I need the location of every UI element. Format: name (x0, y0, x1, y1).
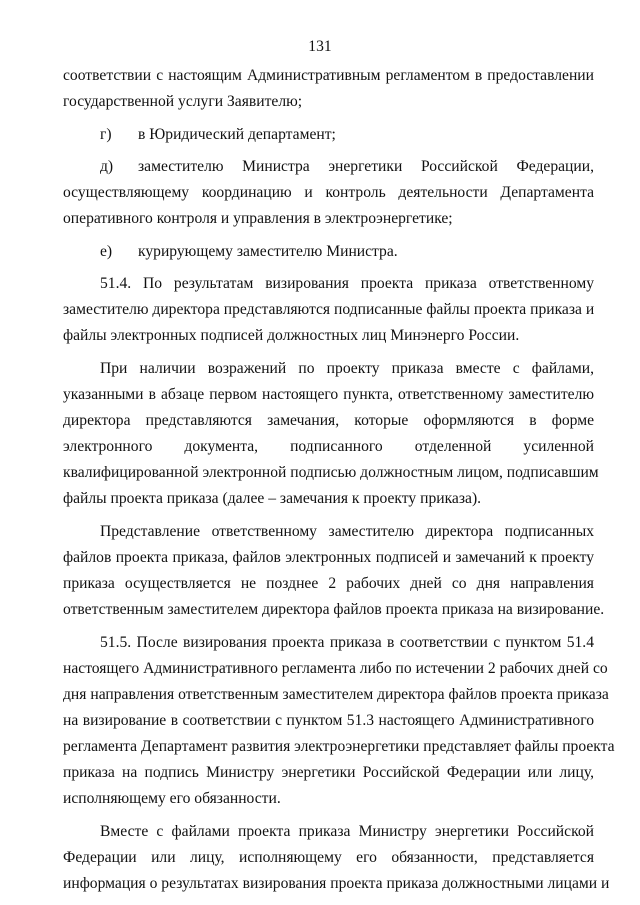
line-text: исполняющему его обязанности. (63, 790, 281, 807)
list-item-line (63, 239, 594, 265)
text-line (63, 734, 615, 760)
line-text: дня направления ответственным заместителем директора файлов проекта приказа (63, 686, 609, 703)
list-item-text: в Юридический департамент; (138, 126, 336, 143)
line-text: Вместе с файлами проекта приказа Министру энергетики Российской (100, 823, 594, 840)
line-text: файлов проекта приказа, файлов электронных подписей и замечаний к проекту (63, 549, 594, 566)
line-text: осуществляющему координацию и контроль деятельности Департамента (63, 184, 594, 201)
line-text: настоящего Административного регламента либо по истечении 2 рабочих дней со (63, 660, 608, 677)
text-line (63, 708, 594, 734)
list-marker: г) (100, 126, 112, 143)
text-line (63, 597, 605, 623)
text-line (63, 180, 594, 206)
line-text: 51.4. По результатам визирования проекта приказа ответственному (100, 275, 594, 292)
text-line (63, 486, 594, 512)
text-line (63, 519, 594, 545)
line-text: директора представляются замечания, которые оформляются в форме (63, 412, 594, 429)
text-line (63, 682, 609, 708)
line-text: указанными в абзаце первом настоящего пункта, ответственному заместителю (63, 386, 594, 403)
line-text: приказа на подпись Министру энергетики Российской Федерации или лицу, (63, 764, 594, 781)
line-text: заместителю директора представляются подписанные файлы проекта приказа и (63, 301, 595, 318)
list-item-text: заместителю Министра энергетики Российской Федерации, (138, 158, 594, 175)
list-item-line (63, 122, 594, 148)
line-text: соответствии с настоящим Административным регламентом в предоставлении (63, 67, 594, 84)
line-text: Федерации или лицу, исполняющему его обязанности, представляется (63, 849, 594, 866)
text-line (63, 356, 594, 382)
page-number: 131 (308, 38, 332, 55)
text-line (63, 63, 594, 89)
line-text: файлы электронных подписей должностных лиц Минэнерго России. (63, 327, 520, 344)
text-line (63, 460, 599, 486)
line-text: регламента Департамент развития электроэнергетики представляет файлы проекта (63, 738, 615, 755)
text-line (63, 297, 594, 323)
list-marker: е) (100, 243, 113, 260)
text-line (63, 656, 608, 682)
line-text: информация о результатах визирования проекта приказа должностными лицами и (63, 875, 610, 892)
text-line (63, 871, 610, 897)
text-line (63, 786, 594, 812)
text-line (63, 434, 594, 460)
line-text: государственной услуги Заявителю; (63, 93, 303, 110)
line-text: приказа осуществляется не позднее 2 рабочих дней со дня направления (63, 575, 594, 592)
line-text: квалифицированной электронной подписью должностным лицом, подписавшим (63, 464, 599, 481)
list-item-line (63, 154, 594, 180)
text-line (63, 206, 594, 232)
text-line (63, 271, 594, 297)
line-text: на визирование в соответствии с пунктом 51.3 настоящего Административного (63, 712, 594, 729)
text-line (63, 408, 594, 434)
line-text: 51.5. После визирования проекта приказа в соответствии с пунктом 51.4 (100, 634, 594, 651)
text-line (63, 571, 594, 597)
text-line (63, 819, 594, 845)
text-line (63, 323, 594, 349)
text-line (63, 760, 594, 786)
line-text: оперативного контроля и управления в электроэнергетике; (63, 210, 453, 227)
line-text: ответственным заместителем директора файлов проекта приказа на визирование. (63, 601, 605, 618)
text-line (63, 89, 594, 115)
text-line (63, 630, 594, 656)
line-text: электронного документа, подписанного отделенной усиленной (63, 438, 594, 455)
text-line (63, 382, 594, 408)
list-item-text: курирующему заместителю Министра. (138, 243, 398, 260)
list-marker: д) (100, 158, 114, 175)
line-text: При наличии возражений по проекту приказа вместе с файлами, (100, 360, 594, 377)
text-line (63, 545, 594, 571)
line-text: файлы проекта приказа (далее – замечания к проекту приказа). (63, 490, 482, 507)
line-text: Представление ответственному заместителю директора подписанных (100, 523, 594, 540)
text-line (63, 845, 594, 871)
